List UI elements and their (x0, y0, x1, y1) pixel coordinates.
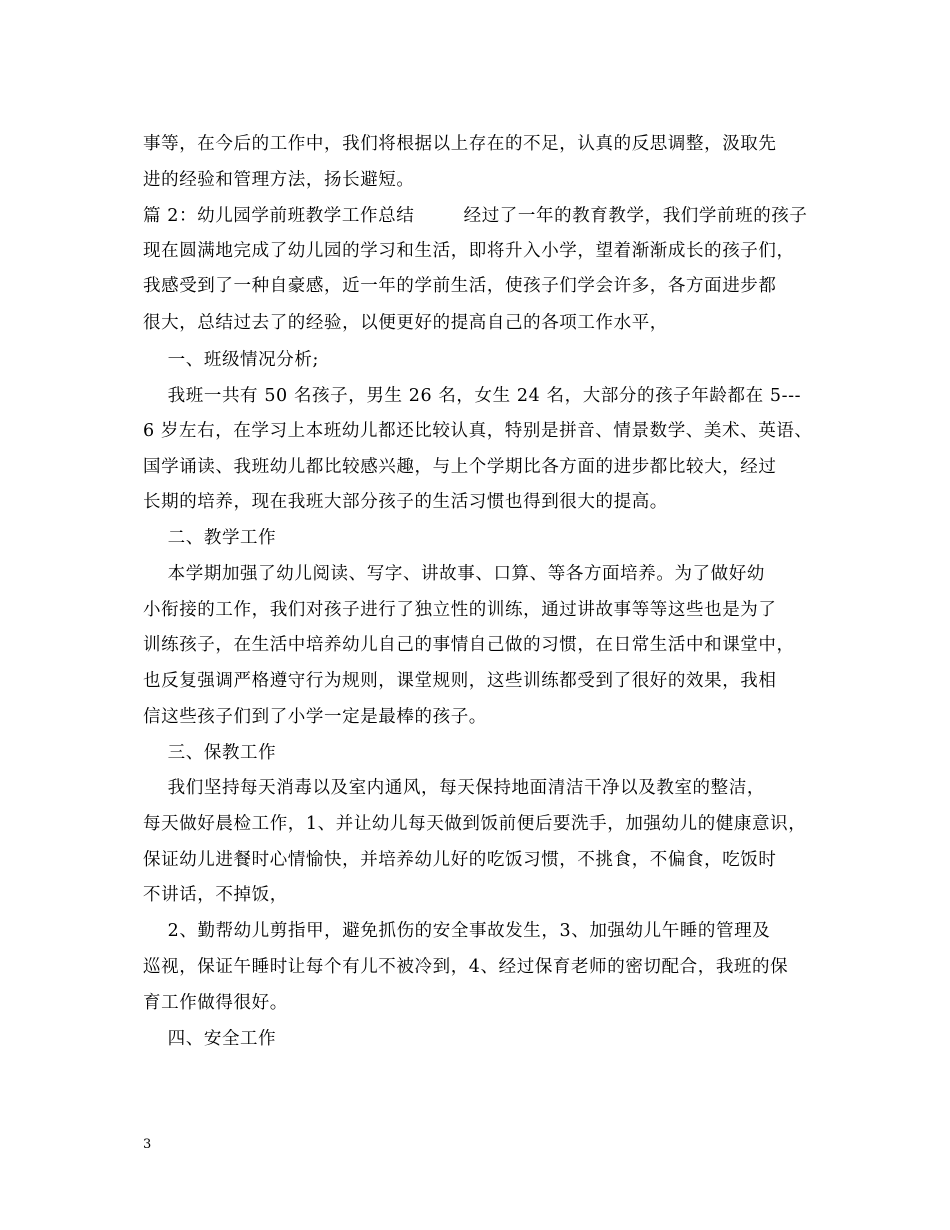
text-line: 我们坚持每天消毒以及室内通风，每天保持地面清洁干净以及教室的整洁， (143, 778, 765, 798)
text-line: 保证幼儿进餐时心情愉快，并培养幼儿好的吃饭习惯，不挑食，不偏食，吃饭时 (143, 850, 777, 870)
text-line: 信这些孩子们到了小学一定是最棒的孩子。 (143, 707, 487, 727)
text-line: 进的经验和管理方法，扬长避短。 (143, 170, 415, 190)
text-line: 2、勤帮幼儿剪指甲，避免抓伤的安全事故发生，3、加强幼儿午睡的管理及 (143, 921, 771, 941)
subheading-teaching-work: 二、教学工作 (143, 528, 277, 548)
text-line: 不讲话，不掉饭， (143, 885, 288, 905)
page-number: 3 (143, 1137, 152, 1152)
text-line: 我感受到了一种自豪感，近一年的学前生活，使孩子们学会许多，各方面进步都 (143, 276, 777, 296)
subheading-class-analysis: 一、班级情况分析; (143, 350, 319, 370)
text-line: 小衔接的工作，我们对孩子进行了独立性的训练，通过讲故事等等这些也是为了 (143, 600, 777, 620)
subheading-safety-work: 四、安全工作 (143, 1029, 277, 1049)
text-line: 现在圆满地完成了幼儿园的学习和生活，即将升入小学，望着渐渐成长的孩子们， (143, 241, 795, 261)
subheading-care-work: 三、保教工作 (143, 743, 277, 763)
text-line: 本学期加强了幼儿阅读、写字、讲故事、口算、等各方面培养。为了做好幼 (143, 564, 765, 584)
text-line: 我班一共有 50 名孩子，男生 26 名，女生 24 名，大部分的孩子年龄都在 5--- (143, 386, 802, 406)
text-line: 训练孩子，在生活中培养幼儿自己的事情自己做的习惯，在日常生活中和课堂中， (143, 635, 795, 655)
text-line: 事等，在今后的工作中，我们将根据以上存在的不足，认真的反思调整，汲取先 (143, 134, 777, 154)
text-line: 6 岁左右，在学习上本班幼儿都还比较认真，特别是拼音、情景数学、美术、英语、 (143, 421, 813, 441)
text-line: 育工作做得很好。 (143, 993, 288, 1013)
text-line: 长期的培养，现在我班大部分孩子的生活习惯也得到很大的提高。 (143, 492, 668, 512)
text-line: 国学诵读、我班幼儿都比较感兴趣，与上个学期比各方面的进步都比较大，经过 (143, 457, 777, 477)
section-heading-line: 篇 2：幼儿园学前班教学工作总结 经过了一年的教育教学，我们学前班的孩子 (143, 206, 808, 226)
text-line: 巡视，保证午睡时让每个有儿不被冷到，4、经过保育老师的密切配合，我班的保 (143, 957, 789, 977)
text-line: 每天做好晨检工作，1、并让幼儿每天做到饭前便后要洗手，加强幼儿的健康意识， (143, 814, 807, 834)
text-line: 很大，总结过去了的经验，以便更好的提高自己的各项工作水平， (143, 313, 668, 333)
text-line: 也反复强调严格遵守行为规则，课堂规则，这些训练都受到了很好的效果，我相 (143, 671, 777, 691)
